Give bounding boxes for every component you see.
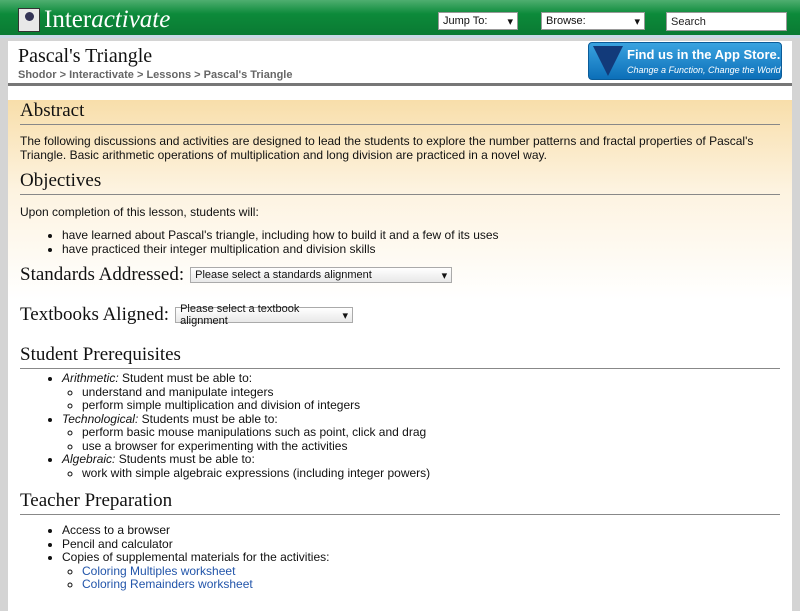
logo-text: Inter <box>44 6 92 33</box>
abstract-heading: Abstract <box>20 100 780 125</box>
browse-label: Browse: <box>546 15 586 27</box>
list-item: ◦ understand and manipulate integers <box>82 386 780 400</box>
breadcrumb-lessons[interactable]: Lessons <box>146 69 192 81</box>
list-item: ◦ use a browser for experimenting with the activities <box>82 440 780 454</box>
breadcrumb-shodor[interactable]: Shodor <box>18 69 57 81</box>
list-item: • have practiced their integer multiplication and division skills <box>62 243 780 257</box>
sep: > <box>194 69 201 81</box>
objectives-heading: Objectives <box>20 170 780 195</box>
textbooks-select[interactable] <box>175 303 353 327</box>
textbooks-value: Please select a textbook alignment <box>180 303 300 327</box>
chevron-down-icon: ▾ <box>507 16 513 28</box>
chevron-down-icon: ▾ <box>634 16 640 28</box>
browse-select[interactable] <box>541 12 645 30</box>
textbooks-row <box>20 304 780 326</box>
group-lead: Student must be able to: <box>118 371 253 385</box>
group-label: Algebraic: <box>62 452 116 466</box>
list-item: • have learned about Pascal's triangle, including how to build it and a few of its uses <box>62 229 780 243</box>
app-logo-icon <box>593 46 623 76</box>
list-item: • Access to a browser <box>62 524 780 538</box>
list-item <box>62 413 780 454</box>
standards-value: Please select a standards alignment <box>195 269 372 281</box>
breadcrumb <box>18 69 292 81</box>
prereq-list <box>62 372 780 480</box>
coloring-remainders-link[interactable]: Coloring Remainders worksheet <box>82 577 253 591</box>
page-title: Pascal's Triangle <box>18 45 153 67</box>
breadcrumb-interactivate[interactable]: Interactivate <box>69 69 134 81</box>
objectives-intro: Upon completion of this lesson, students will: <box>20 205 259 219</box>
list-item <box>62 453 780 480</box>
app-title: Find us in the App Store. <box>627 46 781 62</box>
standards-select[interactable] <box>190 267 452 283</box>
textbooks-label: Textbooks Aligned: <box>20 304 170 325</box>
list-item <box>62 372 780 413</box>
teacher-heading: Teacher Preparation <box>20 490 780 515</box>
group-lead: Students must be able to: <box>138 411 278 426</box>
list-item <box>82 578 780 592</box>
group-label: Technological: <box>62 411 139 426</box>
coloring-multiples-link[interactable]: Coloring Multiples worksheet <box>82 563 236 578</box>
group-label: Arithmetic: <box>62 371 119 385</box>
chevron-down-icon: ▾ <box>441 269 448 282</box>
list-item: • Pencil and calculator <box>62 538 780 552</box>
sep: > <box>59 69 66 81</box>
list-item: ◦ perform basic mouse manipulations such as point, click and drag <box>82 426 780 440</box>
group-lead: Students must be able to: <box>115 452 255 466</box>
site-header <box>0 0 800 38</box>
breadcrumb-current: Pascal's Triangle <box>203 69 293 81</box>
abstract-text: The following discussions and activities are designed to lead the students to explore the number patterns and fractal properties of Pascal's Triangle. Basic arithmetic operations of multiplication and long division are practiced in a novel way. <box>20 134 754 162</box>
app-subtitle: Change a Function, Change the World <box>627 64 781 75</box>
chevron-down-icon: ▾ <box>342 309 349 322</box>
teacher-list <box>62 524 780 592</box>
objectives-list <box>62 229 780 256</box>
item-text: Copies of supplemental materials for the activities: <box>62 550 330 564</box>
list-item <box>62 551 780 592</box>
logo-icon <box>18 8 40 32</box>
standards-row <box>20 264 780 286</box>
jump-to-select[interactable] <box>438 12 518 30</box>
jump-label: Jump To: <box>443 15 488 27</box>
interactivate-logo[interactable] <box>18 6 170 34</box>
search-input[interactable]: Search <box>666 12 787 31</box>
list-item: ◦ work with simple algebraic expressions (including integer powers) <box>82 467 780 481</box>
prereq-heading: Student Prerequisites <box>20 344 780 369</box>
logo-text-italic: activate <box>91 6 171 33</box>
sep: > <box>136 69 144 81</box>
list-item <box>82 565 780 579</box>
list-item: ◦ perform simple multiplication and division of integers <box>82 399 780 413</box>
standards-label: Standards Addressed: <box>20 264 185 285</box>
app-store-banner[interactable] <box>588 42 782 80</box>
